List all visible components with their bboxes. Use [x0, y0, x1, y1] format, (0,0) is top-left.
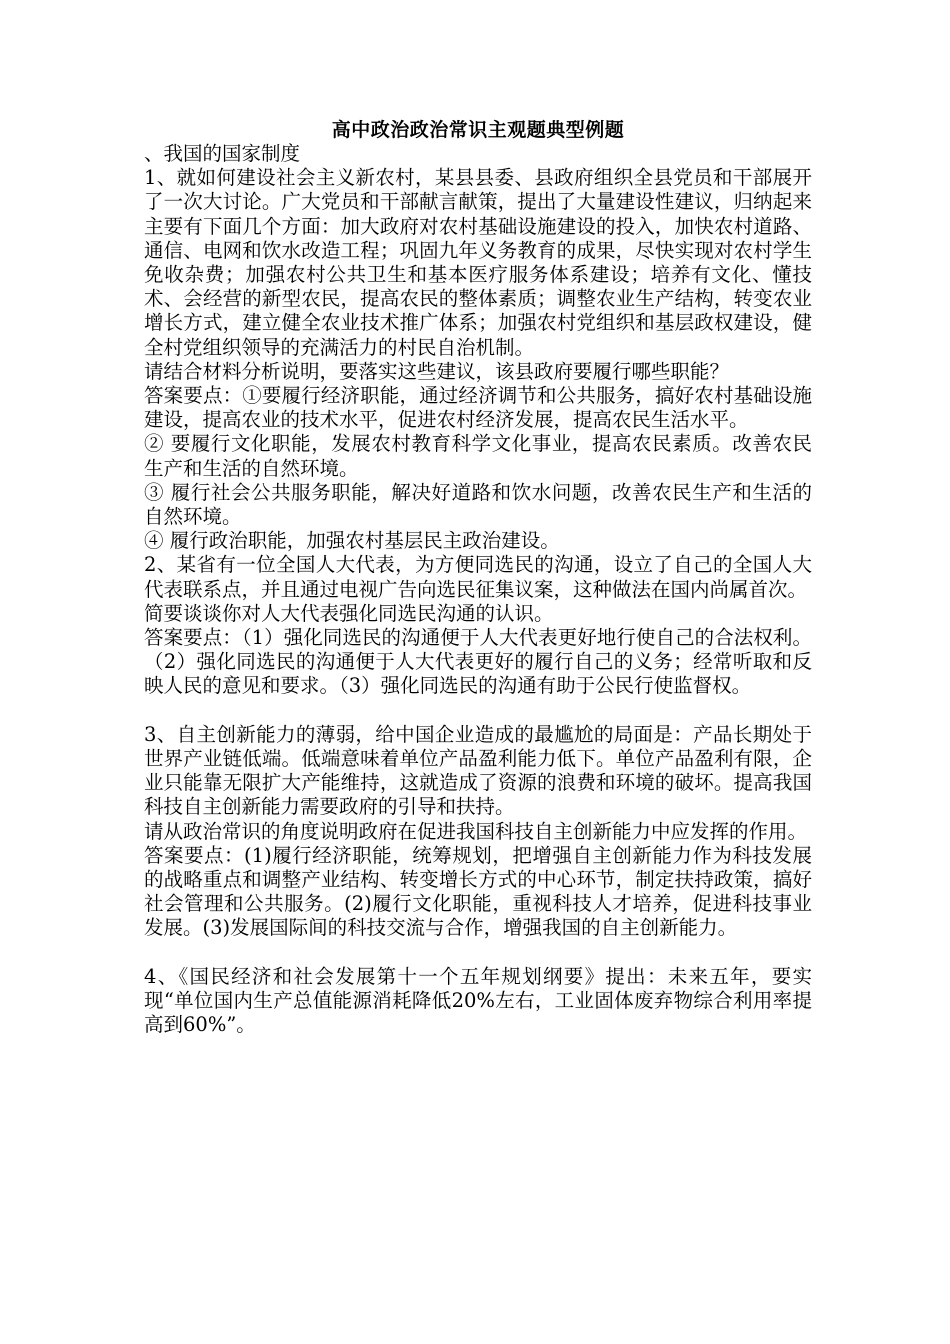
question-1-answer-4: ④ 履行政治职能，加强农村基层民主政治建设。	[144, 529, 560, 553]
question-2-prompt: 简要谈谈你对人大代表强化同选民沟通的认识。	[144, 601, 554, 625]
document-title: 高中政治政治常识主观题典型例题	[331, 119, 625, 141]
question-1-answer-2: ② 要履行文化职能，发展农村教育科学文化事业，提高农民素质。改善农民生产和生活的自然环境。	[144, 432, 812, 480]
question-2-answer: 答案要点：（1）强化同选民的沟通便于人大代表更好地行使自己的合法权利。（2）强化同选民的沟通便于人大代表更好的履行自己的义务；经常听取和反映人民的意见和要求。（3）强化同选民的沟通有助于公民行使监督权。	[144, 626, 812, 698]
blank-line	[144, 699, 812, 723]
document-page	[144, 118, 812, 1037]
question-3-answer: 答案要点：(1)履行经济职能，统筹规划，把增强自主创新能力作为科技发展的战略重点和调整产业结构、转变增长方式的中心环节，制定扶持政策，搞好社会管理和公共服务。(2)履行文化职能，重视科技人才培养，促进科技事业发展。(3)发展国际间的科技交流与合作，增强我国的自主创新能力。	[144, 843, 812, 940]
question-1-answer-1: 答案要点：①要履行经济职能，通过经济调节和公共服务，搞好农村基础设施建设，提高农业的技术水平，促进农村经济发展，提高农民生活水平。	[144, 384, 812, 432]
blank-line	[144, 941, 812, 965]
question-4-text: 4、《国民经济和社会发展第十一个五年规划纲要》提出：未来五年，要实现“单位国内生产总值能源消耗降低20%左右，工业固体废弃物综合利用率提高到60%”。	[144, 964, 812, 1037]
question-1-answer-3: ③ 履行社会公共服务职能，解决好道路和饮水问题，改善农民生产和生活的自然环境。	[144, 480, 812, 529]
question-1-text: 1、就如何建设社会主义新农村，某县县委、县政府组织全县党员和干部展开了一次大讨论。广大党员和干部献言献策，提出了大量建设性建议，归纳起来主要有下面几个方面：加大政府对农村基础设施建设的投入，加快农村道路、通信、电网和饮水改造工程；巩固九年义务教育的成果，尽快实现对农村学生免收杂费；加强农村公共卫生和基本医疗服务体系建设；培养有文化、懂技术、会经营的新型农民，提高农民的整体素质；调整农业生产结构，转变农业增长方式，建立健全农业技术推广体系；加强农村党组织和基层政权建设，健全村党组织领导的充满活力的村民自治机制。	[144, 166, 812, 359]
question-3-prompt: 请从政治常识的角度说明政府在促进我国科技自主创新能力中应发挥的作用。	[144, 819, 808, 843]
question-1-prompt: 请结合材料分析说明，要落实这些建议，该县政府要履行哪些职能？	[144, 359, 730, 383]
question-3-text: 3、自主创新能力的薄弱，给中国企业造成的最尴尬的局面是：产品长期处于世界产业链低端。低端意味着单位产品盈利能力低下。单位产品盈利有限，企业只能靠无限扩大产能维持，这就造成了资源的浪费和环境的破坏。提高我国科技自主创新能力需要政府的引导和扶持。	[144, 722, 812, 819]
question-2-text: 2、某省有一位全国人大代表，为方便同选民的沟通，设立了自己的全国人大代表联系点，并且通过电视广告向选民征集议案，这种做法在国内尚属首次。	[144, 553, 812, 601]
section-heading: 、我国的国家制度	[144, 142, 301, 165]
